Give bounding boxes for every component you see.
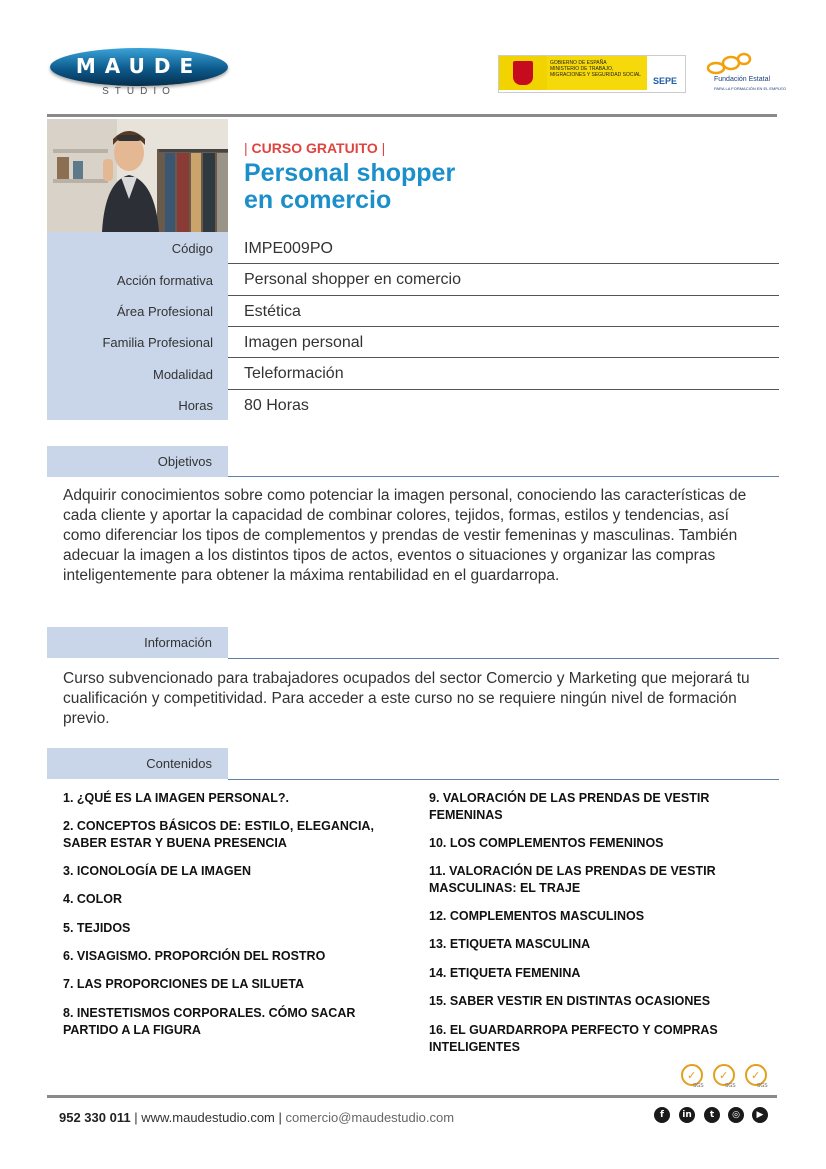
footer-web-link[interactable]: www.maudestudio.com bbox=[141, 1110, 275, 1125]
detail-value-modalidad: Teleformación bbox=[244, 365, 344, 382]
sepe-label: SEPE bbox=[647, 56, 683, 90]
gov-line-2: MINISTERIO DE TRABAJO, MIGRACIONES Y SEGURIDAD SOCIAL bbox=[550, 66, 641, 78]
section-objetivos-label: Objetivos bbox=[47, 446, 228, 477]
fundacion-name: Fundación Estatal bbox=[714, 76, 771, 83]
detail-divider bbox=[228, 263, 779, 264]
linkedin-icon[interactable]: in bbox=[679, 1107, 695, 1123]
fundacion-mark-icon bbox=[704, 52, 754, 76]
content-item-3: 3. ICONOLOGÍA DE LA IMAGEN bbox=[63, 864, 251, 878]
sgs-badge-icon: ✓ bbox=[681, 1064, 703, 1086]
content-item-7: 7. LAS PROPORCIONES DE LA SILUETA bbox=[63, 977, 304, 991]
content-item-6: 6. VISAGISMO. PROPORCIÓN DEL ROSTRO bbox=[63, 949, 326, 963]
footer-contact: 952 330 011 | www.maudestudio.com | comercio@maudestudio.com bbox=[59, 1110, 455, 1125]
detail-label-horas: Horas bbox=[178, 398, 213, 413]
brand-name: MAUDE bbox=[75, 54, 203, 78]
detail-value-horas: 80 Horas bbox=[244, 397, 309, 414]
content-item-11: 11. VALORACIÓN DE LAS PRENDAS DE VESTIR MASCULINAS: EL TRAJE bbox=[429, 864, 716, 895]
detail-divider bbox=[228, 389, 779, 390]
course-photo bbox=[47, 119, 228, 232]
detail-value-familia: Imagen personal bbox=[244, 334, 364, 351]
detail-divider bbox=[228, 326, 779, 327]
informacion-text: Curso subvencionado para trabajadores ocupados del sector Comercio y Marketing que mejorará tu cualificación y competitividad. Para acceder a este curso no se requiere ningún nivel de formación previo. bbox=[63, 670, 750, 727]
details-label-column bbox=[47, 232, 228, 420]
sgs-badge-icon: ✓ bbox=[745, 1064, 767, 1086]
top-rule bbox=[47, 114, 777, 117]
detail-value-area: Estética bbox=[244, 303, 301, 320]
course-title-line-1: Personal shopper bbox=[244, 159, 456, 187]
section-informacion-label: Información bbox=[47, 627, 228, 658]
detail-label-accion: Acción formativa bbox=[116, 273, 213, 288]
section-informacion-line bbox=[228, 658, 779, 659]
sgs-badge-icon: ✓ bbox=[713, 1064, 735, 1086]
detail-divider bbox=[228, 295, 779, 296]
content-item-2: 2. CONCEPTOS BÁSICOS DE: ESTILO, ELEGANCIA, SABER ESTAR Y BUENA PRESENCIA bbox=[63, 819, 374, 850]
facebook-icon[interactable]: f bbox=[654, 1107, 670, 1123]
section-contenidos-label: Contenidos bbox=[47, 748, 228, 779]
detail-value-codigo: IMPE009PO bbox=[244, 240, 333, 257]
section-objetivos-line bbox=[228, 476, 779, 477]
footer-email-link[interactable]: comercio@maudestudio.com bbox=[285, 1110, 455, 1125]
sgs-label: SGS bbox=[757, 1083, 768, 1089]
instagram-icon[interactable]: ◎ bbox=[728, 1107, 744, 1123]
content-item-12: 12. COMPLEMENTOS MASCULINOS bbox=[429, 909, 645, 923]
youtube-icon[interactable]: ▶ bbox=[752, 1107, 768, 1123]
gov-line-1: GOBIERNO DE ESPAÑA bbox=[550, 60, 607, 66]
gobierno-sepe-logo bbox=[498, 55, 686, 93]
bottom-rule bbox=[47, 1095, 777, 1098]
content-item-16: 16. EL GUARDARROPA PERFECTO Y COMPRAS INTELIGENTES bbox=[429, 1023, 718, 1054]
content-item-10: 10. LOS COMPLEMENTOS FEMENINOS bbox=[429, 836, 664, 850]
detail-label-familia: Familia Profesional bbox=[102, 335, 213, 350]
content-item-15: 15. SABER VESTIR EN DISTINTAS OCASIONES bbox=[429, 994, 711, 1008]
objetivos-text: Adquirir conocimientos sobre como potenciar la imagen personal, conociendo las características de cada cliente y aportar la capacidad de combinar colores, tejidos, formas, estilos y tendencias, así como diferenciar los tipos de complementos y prendas de vestir femeninas y masculinas. También adecuar la imagen a los distintos tipos de actos, eventos o situaciones y organizar las compras inteligentemente para obtener la máxima rentabilidad en el guardarropa. bbox=[63, 487, 747, 584]
sgs-label: SGS bbox=[725, 1083, 736, 1089]
section-contenidos-line bbox=[228, 779, 779, 780]
sgs-label: SGS bbox=[693, 1083, 704, 1089]
footer-phone[interactable]: 952 330 011 bbox=[59, 1110, 131, 1125]
eyebrow-text: CURSO GRATUITO bbox=[251, 140, 378, 156]
twitter-icon[interactable]: t bbox=[704, 1107, 720, 1123]
content-item-13: 13. ETIQUETA MASCULINA bbox=[429, 937, 591, 951]
fundacion-sub: PARA LA FORMACIÓN EN EL EMPLEO bbox=[714, 86, 787, 91]
detail-label-modalidad: Modalidad bbox=[153, 367, 213, 382]
detail-value-accion: Personal shopper en comercio bbox=[244, 271, 462, 288]
content-item-9: 9. VALORACIÓN DE LAS PRENDAS DE VESTIR FEMENINAS bbox=[429, 791, 710, 822]
content-item-8: 8. INESTETISMOS CORPORALES. CÓMO SACAR PARTIDO A LA FIGURA bbox=[63, 1006, 356, 1037]
detail-divider bbox=[228, 357, 779, 358]
course-title-line-2: en comercio bbox=[244, 186, 392, 214]
content-item-5: 5. TEJIDOS bbox=[63, 921, 131, 935]
detail-label-area: Área Profesional bbox=[116, 304, 213, 319]
content-item-1: 1. ¿QUÉ ES LA IMAGEN PERSONAL?. bbox=[63, 791, 289, 805]
maude-studio-logo bbox=[50, 48, 230, 100]
content-item-14: 14. ETIQUETA FEMENINA bbox=[429, 966, 581, 980]
detail-label-codigo: Código bbox=[171, 241, 213, 256]
course-eyebrow: | CURSO GRATUITO | bbox=[244, 140, 386, 156]
content-item-4: 4. COLOR bbox=[63, 892, 123, 906]
fundacion-estatal-logo bbox=[702, 52, 787, 96]
brand-sub: STUDIO bbox=[102, 86, 176, 97]
course-title bbox=[244, 160, 455, 214]
